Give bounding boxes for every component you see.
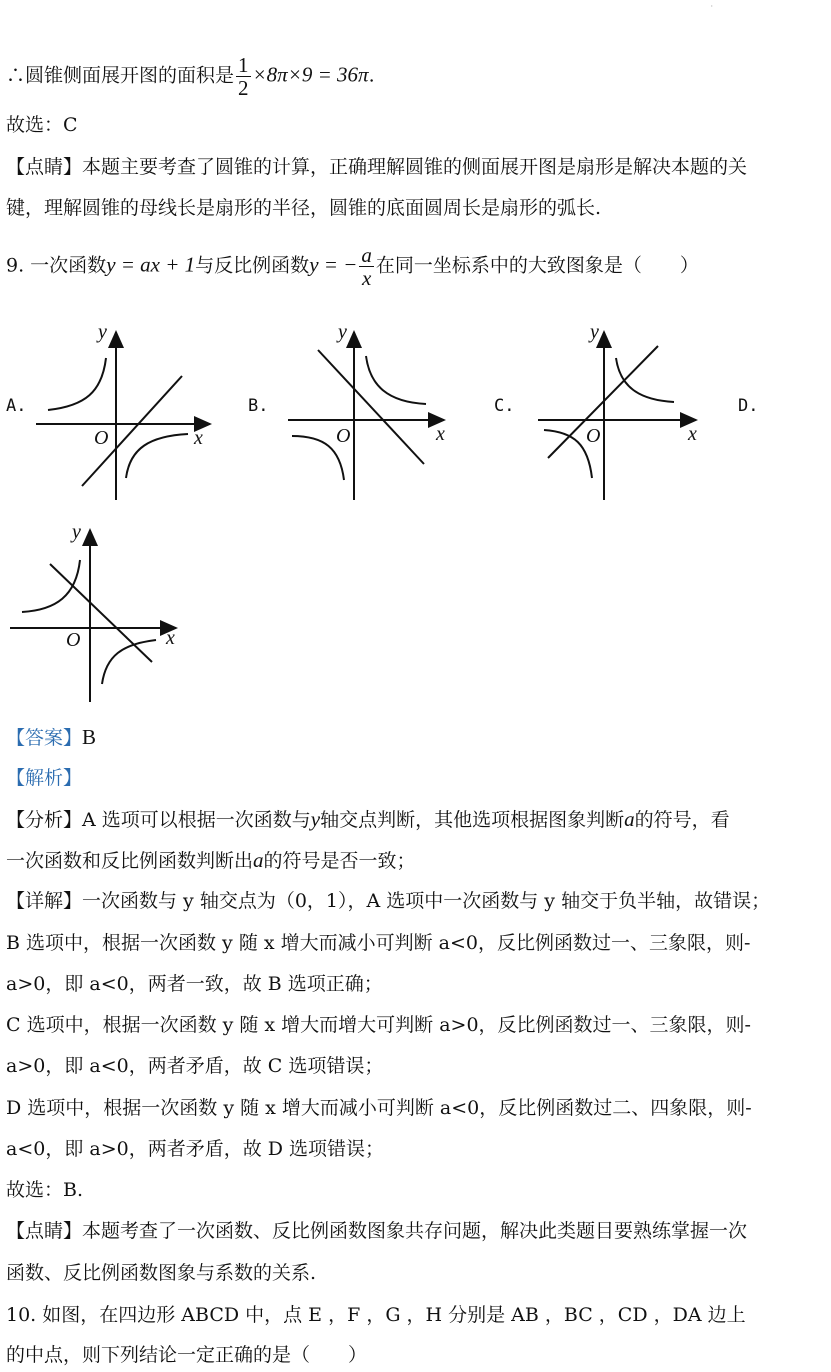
- choice-c: 故选：C: [6, 114, 78, 136]
- graph-option-b[interactable]: [284, 318, 474, 503]
- detail-line2: B 选项中，根据一次函数 y 随 x 增大而减小可判断 a<0，反比例函数过一、三象限，则-: [6, 932, 751, 954]
- choice-b: 故选：B.: [6, 1179, 84, 1201]
- x-label: x: [166, 627, 175, 649]
- detail-line3: a>0，即 a<0，两者一致，故 B 选项正确；: [6, 973, 383, 995]
- comment-8-line1: 【点睛】本题主要考查了圆锥的计算，正确理解圆锥的侧面展开图是扇形是解决本题的关: [6, 156, 748, 178]
- detail-line1: 【详解】一次函数与 y 轴交点为（0，1），A 选项中一次函数与 y 轴交于负半轴，故错误；: [6, 890, 771, 912]
- detail-line4: C 选项中，根据一次函数 y 随 x 增大而增大可判断 a>0，反比例函数过一、三象限，则-: [6, 1014, 751, 1036]
- origin-label: O: [66, 629, 81, 651]
- option-a-label[interactable]: A.: [6, 396, 27, 416]
- x-label: x: [436, 423, 445, 445]
- hyperbola-branch-lower-right: [126, 434, 188, 478]
- option-b-label[interactable]: B.: [248, 396, 269, 416]
- origin-label: O: [94, 427, 109, 449]
- question-10-line1: 10. 如图，在四边形 ABCD 中，点 E ，F ，G ，H 分别是 AB ，BC ，CD ，DA 边上: [6, 1304, 746, 1326]
- hyperbola-branch-upper-left: [22, 560, 80, 612]
- detail-line6: D 选项中，根据一次函数 y 随 x 增大而减小可判断 a<0，反比例函数过二、四象限，则-: [6, 1097, 752, 1119]
- question-10-line2: 的中点，则下列结论一定正确的是（ ）: [6, 1344, 368, 1366]
- y-label: y: [590, 321, 599, 343]
- fenxi-line1: 【分析】A 选项可以根据一次函数与y轴交点判断，其他选项根据图象判断a的符号，看: [6, 807, 730, 831]
- graph-option-c[interactable]: [534, 318, 724, 503]
- comment-9-line1: 【点睛】本题考查了一次函数、反比例函数图象共存问题，解决此类题目要熟练掌握一次: [6, 1220, 748, 1242]
- answer: 【答案】B: [6, 725, 97, 749]
- detail-line5: a>0，即 a<0，两者矛盾，故 C 选项错误；: [6, 1055, 384, 1077]
- fenxi-line2: 一次函数和反比例函数判断出a的符号是否一致；: [6, 848, 416, 872]
- area-statement: ∴圆锥侧面展开图的面积是 $\frac{1}{2}$ ×8π×9 = 36π.: [6, 53, 375, 100]
- hyperbola-branch-lower-right: [102, 640, 156, 684]
- fraction-a-over-x: $\frac{a}{x}$: [361, 243, 372, 290]
- detail-line7: a<0，即 a>0，两者矛盾，故 D 选项错误；: [6, 1138, 385, 1160]
- x-label: x: [688, 423, 697, 445]
- origin-label: O: [336, 425, 351, 447]
- graph-option-d[interactable]: [6, 520, 196, 705]
- linear-function-line: [318, 350, 424, 464]
- x-label: x: [194, 427, 203, 449]
- hyperbola-branch-upper-right: [366, 356, 426, 404]
- analysis-heading: 【解析】: [6, 767, 83, 789]
- option-d-label[interactable]: D.: [738, 396, 759, 416]
- graph-option-a[interactable]: [30, 318, 220, 503]
- y-label: y: [98, 321, 107, 343]
- y-label: y: [338, 321, 347, 343]
- option-c-label[interactable]: C.: [494, 396, 515, 416]
- comment-9-line2: 函数、反比例函数图象与系数的关系.: [6, 1262, 317, 1284]
- origin-label: O: [586, 425, 601, 447]
- question-9: 9. 一次函数y = ax + 1与反比例函数y = − $\frac{a}{x}$ 在同一坐标系中的大致图象是（ ）: [6, 243, 699, 290]
- y-label: y: [72, 521, 81, 543]
- comment-8-line2: 键，理解圆锥的母线长是扇形的半径，圆锥的底面圆周长是扇形的弧长.: [6, 197, 602, 219]
- hyperbola-branch-upper-left: [48, 358, 106, 410]
- scan-dot: ·: [710, 2, 713, 11]
- fraction-one-half: $\frac{1}{2}$: [238, 53, 249, 100]
